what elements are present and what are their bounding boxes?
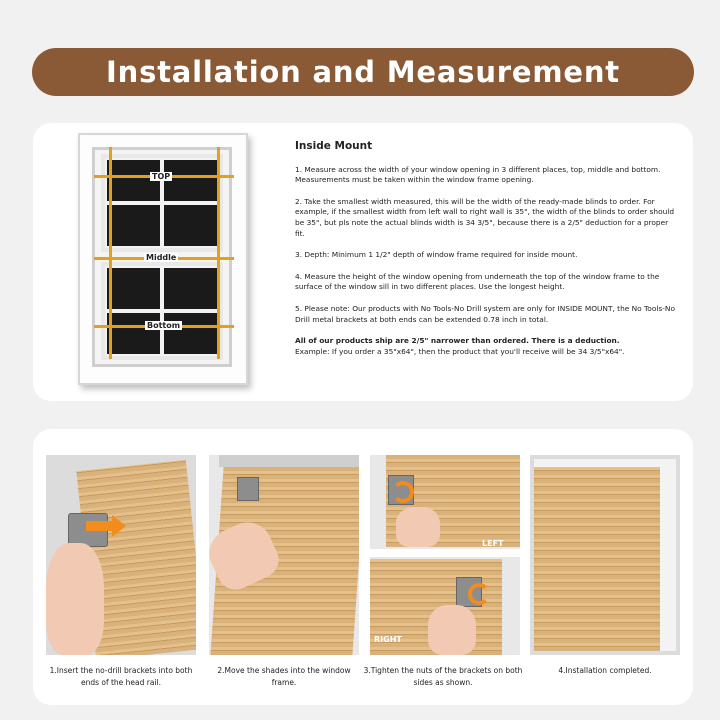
installed-shade xyxy=(534,467,660,651)
step-1-caption: 1.Insert the no-drill brackets into both ends of the head rail. xyxy=(49,666,193,687)
step-3-caption: 3.Tighten the nuts of the brackets on both sides as shown. xyxy=(363,666,523,687)
deduction-note: All of our products ship are 2/5" narrower than ordered. There is a deduction. xyxy=(295,336,620,346)
step-2-photo xyxy=(209,455,359,655)
window-measurement-diagram xyxy=(78,133,248,385)
top-label: TOP xyxy=(152,172,171,181)
title-banner xyxy=(32,48,694,96)
measurement-panel xyxy=(33,123,693,401)
glass-pane xyxy=(162,311,219,356)
page-title: Installation and Measurement xyxy=(106,55,620,89)
instruction-step-2: 2. Take the smallest width measured, this will be the width of the ready-made blinds to order. For example, if the smallest width from left wall to right wall is 35", the width of the blinds to order should be 35", but pls note the actual blinds width is 34 3/5", because there is a 2/5" deduction for a proper fit. xyxy=(295,196,675,238)
rotate-arrow xyxy=(468,583,490,605)
installation-steps-panel xyxy=(33,429,693,705)
middle-label: Middle xyxy=(146,253,177,262)
bracket xyxy=(237,477,259,501)
instruction-step-5: 5. Please note: Our products with No Tools-No Drill system are only for INSIDE MOUNT, the No Tools-No Drill metal brackets at both ends can be extended 0.78 inch in total. xyxy=(295,303,675,324)
deduction-example: Example: If you order a 35"x64", then the product that you'll receive will be 34 3/5"x64". xyxy=(295,346,625,356)
bottom-label: Bottom xyxy=(147,321,181,330)
instructions-title: Inside Mount xyxy=(295,140,373,152)
left-tag: LEFT xyxy=(482,539,504,548)
step-1-photo xyxy=(46,455,196,655)
hand xyxy=(428,605,476,655)
instruction-step-1: 1. Measure across the width of your window opening in 3 different places, top, middle and bottom. Measurements must be taken within the window frame opening. xyxy=(295,164,661,185)
rotate-arrow xyxy=(392,481,414,503)
orange-arrow xyxy=(86,521,114,531)
glass-pane xyxy=(105,266,162,311)
upper-sash xyxy=(101,154,223,252)
step-3-photo xyxy=(370,455,520,655)
step-2-caption: 2.Move the shades into the window frame. xyxy=(217,666,351,687)
glass-pane xyxy=(105,311,162,356)
instruction-step-3: 3. Depth: Minimum 1 1/2" depth of window frame required for inside mount. xyxy=(295,250,578,260)
glass-pane xyxy=(162,203,219,248)
right-tag: RIGHT xyxy=(374,635,402,644)
hand xyxy=(46,543,104,655)
lower-sash xyxy=(101,262,223,360)
step-4-caption: 4.Installation completed. xyxy=(558,666,652,675)
glass-pane xyxy=(105,203,162,248)
glass-pane xyxy=(162,266,219,311)
hand xyxy=(396,507,440,547)
step-4-photo xyxy=(530,455,680,655)
instructions xyxy=(295,141,675,357)
instruction-step-4: 4. Measure the height of the window opening from underneath the top of the window frame to the surface of the window sill in two different places. Use the longest height. xyxy=(295,271,660,292)
